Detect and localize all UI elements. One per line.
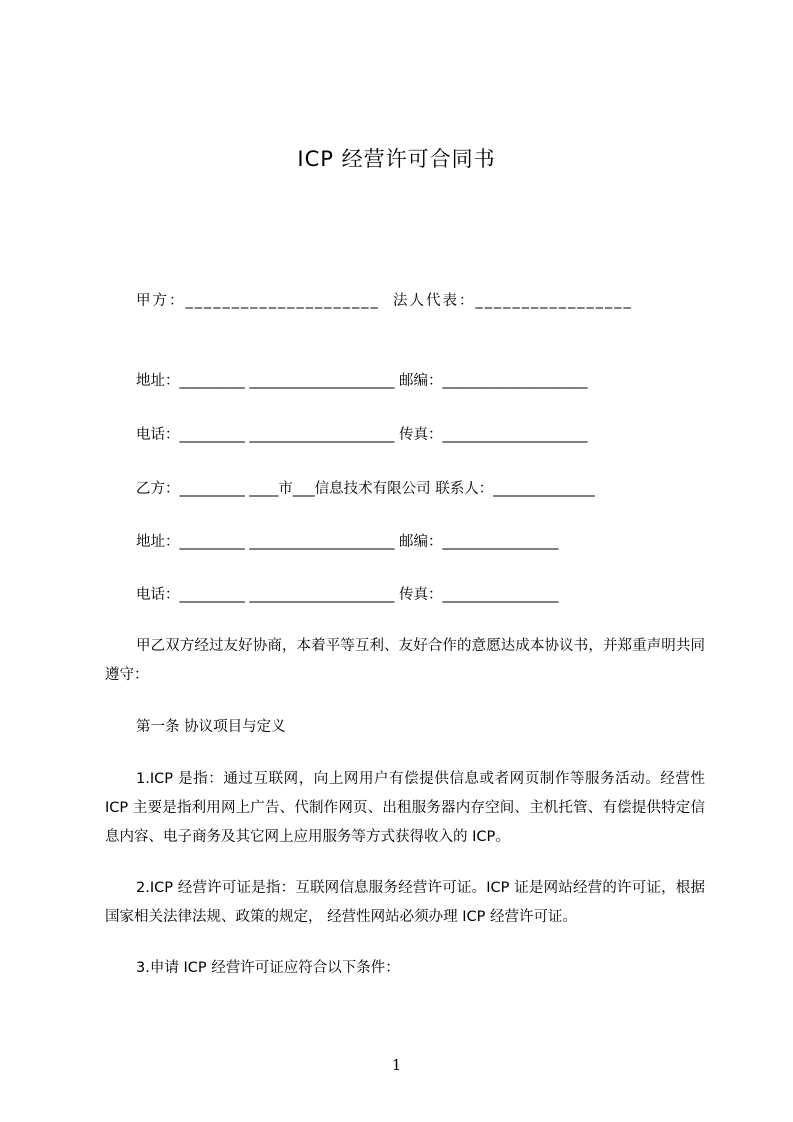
item2-paragraph bbox=[105, 874, 705, 932]
page-number: 1 bbox=[391, 1056, 402, 1074]
item3-text: 3.申请 ICP 经营许可证应符合以下条件： bbox=[136, 960, 400, 976]
item1-paragraph bbox=[105, 765, 705, 852]
party-b-line: 乙方：_________ ____市___信息技术有限公司 联系人：______________ bbox=[136, 481, 595, 497]
item1-text: 1.ICP 是指：通过互联网，向上网用户有偿提供信息或者网页制作等服务活动。经营性 ICP 主要是指利用网上广告、代制作网页、出租服务器内存空间、主机托管、有偿提供特定信息内容、电子商务及其它网上应用服务等方式获得收入的 ICP。 bbox=[105, 771, 705, 845]
document-title: ICP 经营许可合同书 bbox=[297, 147, 496, 171]
party-a-line: 甲方：_____________________ 法人代表：_________________ bbox=[136, 293, 633, 309]
article1-heading: 第一条 协议项目与定义 bbox=[136, 719, 286, 735]
item2-text: 2.ICP 经营许可证是指：互联网信息服务经营许可证。ICP 证是网站经营的许可证，根据国家相关法律法规、政策的规定， 经营性网站必须办理 ICP 经营许可证。 bbox=[105, 880, 705, 925]
party-b-address: 地址：_________ ____________________ 邮编：________________ bbox=[136, 534, 559, 550]
intro-paragraph bbox=[105, 632, 705, 690]
party-a-phone: 电话：_________ ____________________ 传真：____________________ bbox=[136, 427, 588, 443]
party-b-phone: 电话：_________ ____________________ 传真：________________ bbox=[136, 587, 559, 603]
party-a-address: 地址：_________ ____________________ 邮编：____________________ bbox=[136, 373, 588, 389]
intro-text: 甲乙双方经过友好协商，本着平等互利、友好合作的意愿达成本协议书，并郑重声明共同遵守： bbox=[105, 638, 705, 683]
article1-heading-block bbox=[105, 713, 705, 742]
item3-paragraph bbox=[105, 954, 705, 983]
